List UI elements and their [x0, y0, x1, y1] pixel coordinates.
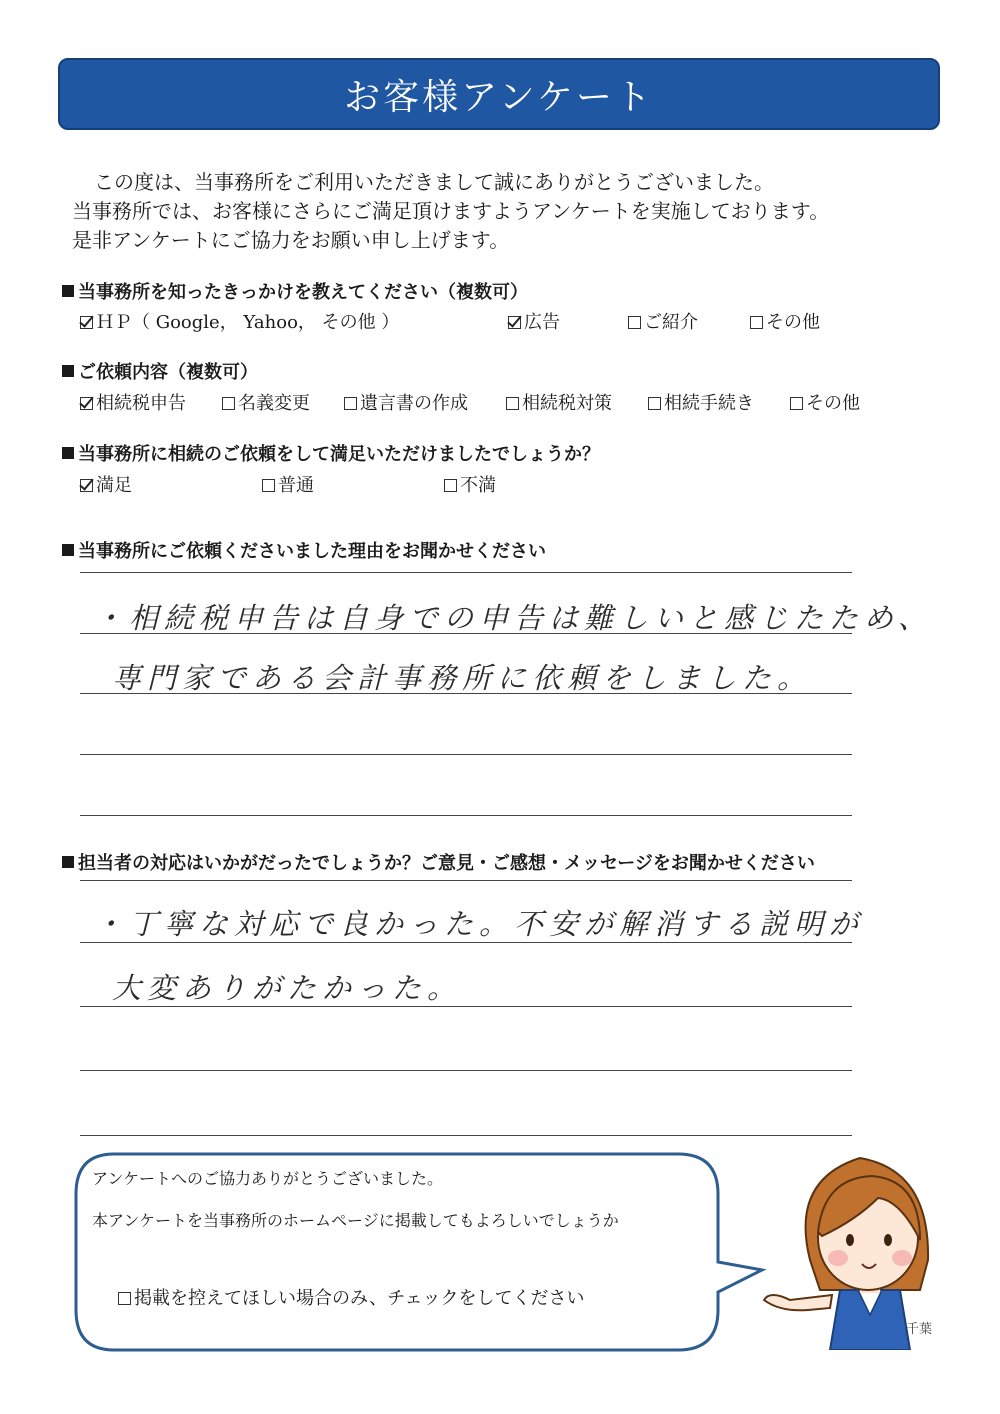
q2-option-tax-return[interactable]	[80, 389, 186, 415]
page-title: お客様アンケート	[344, 76, 654, 118]
checkbox-checked[interactable]	[508, 316, 521, 329]
checkbox[interactable]	[790, 397, 803, 410]
option-label: その他	[766, 312, 820, 333]
answer-line	[80, 1135, 852, 1136]
checkbox[interactable]	[444, 479, 457, 492]
bullet-square-icon	[62, 285, 74, 297]
q2-option-tax-planning[interactable]	[506, 389, 612, 415]
q5-answer-line: 大変ありがたかった。	[112, 971, 463, 1005]
bullet-square-icon	[62, 365, 74, 377]
checkbox[interactable]	[344, 397, 357, 410]
bullet-square-icon	[62, 544, 74, 556]
checkbox[interactable]	[506, 397, 519, 410]
answer-line	[80, 754, 852, 755]
intro-text	[72, 168, 829, 255]
intro-line: 当事務所では、お客様にさらにご満足頂けますようアンケートを実施しております。	[72, 199, 830, 223]
closing-option[interactable]	[118, 1284, 585, 1310]
speech-bubble	[74, 1152, 720, 1352]
option-label: 掲載を控えてほしい場合のみ、チェックをしてください	[134, 1288, 585, 1309]
q1-option-ad[interactable]	[508, 308, 560, 334]
answer-line	[80, 880, 852, 881]
checkbox[interactable]	[648, 397, 661, 410]
checkbox[interactable]	[222, 397, 235, 410]
checkbox[interactable]	[628, 316, 641, 329]
answer-line	[80, 815, 852, 816]
q4-answer-line: 専門家である会計事務所に依頼をしました。	[112, 661, 813, 695]
checkbox-checked[interactable]	[80, 479, 93, 492]
closing-question: 本アンケートを当事務所のホームページに掲載してもよろしいでしょうか	[92, 1211, 619, 1230]
bullet-square-icon	[62, 856, 74, 868]
q1-option-referral[interactable]	[628, 308, 698, 334]
option-label: 満足	[96, 475, 132, 496]
option-label: 相続手続き	[664, 393, 754, 414]
bullet-square-icon	[62, 447, 74, 459]
title-bar	[58, 58, 940, 130]
intro-line: この度は、当事務所をご利用いただきまして誠にありがとうございました。	[94, 170, 774, 194]
q2-heading	[62, 358, 258, 384]
q5-answer-line: ・丁寧な対応で良かった。不安が解消する説明が	[94, 907, 865, 941]
option-label: 遺言書の作成	[360, 393, 468, 414]
option-label: その他	[806, 393, 860, 414]
option-label: 相続税申告	[96, 393, 186, 414]
q5-heading-text: 担当者の対応はいかがだったでしょうか？ご意見・ご感想・メッセージをお聞かせください	[78, 853, 815, 874]
q1-heading	[62, 278, 528, 304]
q2-heading-text: ご依頼内容（複数可）	[78, 362, 258, 383]
q4-answer-line: ・相続税申告は自身での申告は難しいと感じたため、	[94, 601, 933, 635]
q2-option-name-change[interactable]	[222, 389, 310, 415]
closing-thanks: アンケートへのご協力ありがとうございました。	[92, 1169, 444, 1188]
checkbox-checked[interactable]	[80, 316, 93, 329]
q2-option-will[interactable]	[344, 389, 468, 415]
q4-heading-text: 当事務所にご依頼くださいました理由をお聞かせください	[78, 541, 546, 562]
checkbox[interactable]	[262, 479, 275, 492]
q3-option-unsatisfied[interactable]	[444, 471, 496, 497]
q1-heading-text: 当事務所を知ったきっかけを教えてください（複数可）	[78, 282, 528, 303]
q3-heading	[62, 440, 600, 466]
option-label: 広告	[524, 312, 560, 333]
q1-option-other[interactable]	[750, 308, 820, 334]
staff-name: 千葉	[906, 1322, 933, 1337]
q2-option-procedures[interactable]	[648, 389, 754, 415]
checkbox[interactable]	[750, 316, 763, 329]
q2-option-other[interactable]	[790, 389, 860, 415]
answer-line	[80, 572, 852, 573]
checkbox[interactable]	[118, 1292, 131, 1305]
option-label: 相続税対策	[522, 393, 612, 414]
option-label: ＨＰ（ Google， Yahoo， その他 ）	[96, 312, 400, 333]
option-label: 名義変更	[238, 393, 310, 414]
q3-option-satisfied[interactable]	[80, 471, 132, 497]
q4-heading	[62, 537, 546, 563]
checkbox-checked[interactable]	[80, 397, 93, 410]
option-label: ご紹介	[644, 312, 698, 333]
option-label: 不満	[460, 475, 496, 496]
q3-option-neutral[interactable]	[262, 471, 314, 497]
q3-heading-text: 当事務所に相続のご依頼をして満足いただけましたでしょうか？	[78, 444, 600, 465]
answer-line	[80, 1070, 852, 1071]
q5-heading	[62, 849, 815, 875]
q1-option-hp[interactable]	[80, 308, 399, 334]
option-label: 普通	[278, 475, 314, 496]
intro-line: 是非アンケートにご協力をお願い申し上げます。	[72, 228, 510, 252]
